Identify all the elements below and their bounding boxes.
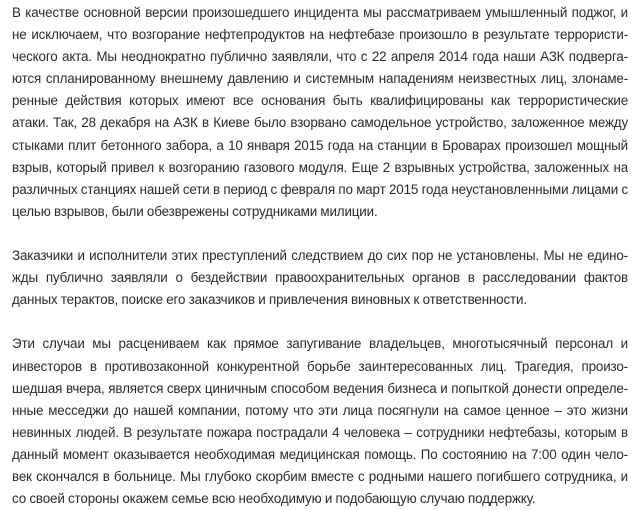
text-line: невинных людей. В результате пожара пострадали 4 человека – сотрудники нефтебазы, которым в (12, 424, 628, 440)
text-line: инвесторов в противозаконной конкурентной борьбе заинтересованных лиц. Трагедия, произо- (12, 358, 628, 374)
text-line: взрыв, который привел к возгоранию газового модуля. Еще 2 взрывных устройства, заложенных на (12, 159, 628, 175)
text-line: данный момент оказывается необходимая медицинская помощь. По состоянию на 7:00 один чело- (12, 446, 628, 462)
text-line: жды публично заявляли о бездействии правоохранительных органов в расследовании фактов (12, 270, 628, 286)
text-line: век скончался в больнице. Мы глубоко скорбим вместе с родными нашего погибшего сотрудника, и (12, 468, 628, 484)
text-line: шедшая вчера, является сверх циничным способом ведения бизнеса и попыткой донести определе- (12, 380, 628, 396)
paragraph-investigation (12, 245, 628, 311)
paragraph-incident-version (12, 2, 628, 223)
document-body (12, 2, 628, 510)
text-line: ческого акта. Мы неоднократно публично заявляли, что с 22 апреля 2014 года наши АЗК подверга- (12, 49, 628, 65)
text-line: ренные действия которых имеют все основания быть квалифицированы как террористические (12, 93, 628, 109)
paragraph-gap (12, 311, 628, 333)
paragraph-gap (12, 223, 628, 245)
text-line: целью взрывов, были обезврежены сотрудниками милиции. (12, 203, 378, 219)
text-line: Заказчики и исполнители этих преступлений следствием до сих пор не установлены. Мы не едино- (12, 248, 628, 264)
text-line: различных станциях нашей сети в период с февраля по март 2015 года неустановленными лицами с (12, 181, 628, 197)
paragraph-intimidation (12, 333, 628, 510)
text-line: нные месседжи до нашей компании, потому что эти лица посягнули на самое ценное – это жизни (12, 402, 628, 418)
text-line: В качестве основной версии произошедшего инцидента мы рассматриваем умышленный поджог, и (12, 5, 628, 20)
text-line: Эти случаи мы расцениваем как прямое запугивание владельцев, многотысячный персонал и (12, 336, 628, 352)
text-line: со своей стороны окажем семье всю необходимую и подобающую случаю поддержку. (12, 491, 536, 507)
text-line: атаки. Так, 28 декабря на АЗК в Киеве было взорвано самодельное устройство, заложенное между (12, 115, 628, 131)
text-line: не исключаем, что возгорание нефтепродуктов на нефтебазе произошло в результате террористи- (12, 27, 628, 43)
text-line: данных терактов, поиске его заказчиков и привлечения виновных к ответственности. (12, 292, 527, 308)
text-line: ются спланированному внешнему давлению и системным нападениям неизвестных лиц, злонаме- (12, 71, 628, 87)
text-line: стыками плит бетонного забора, а 10 января 2015 года на станции в Броварах произошел мощный (12, 137, 628, 153)
